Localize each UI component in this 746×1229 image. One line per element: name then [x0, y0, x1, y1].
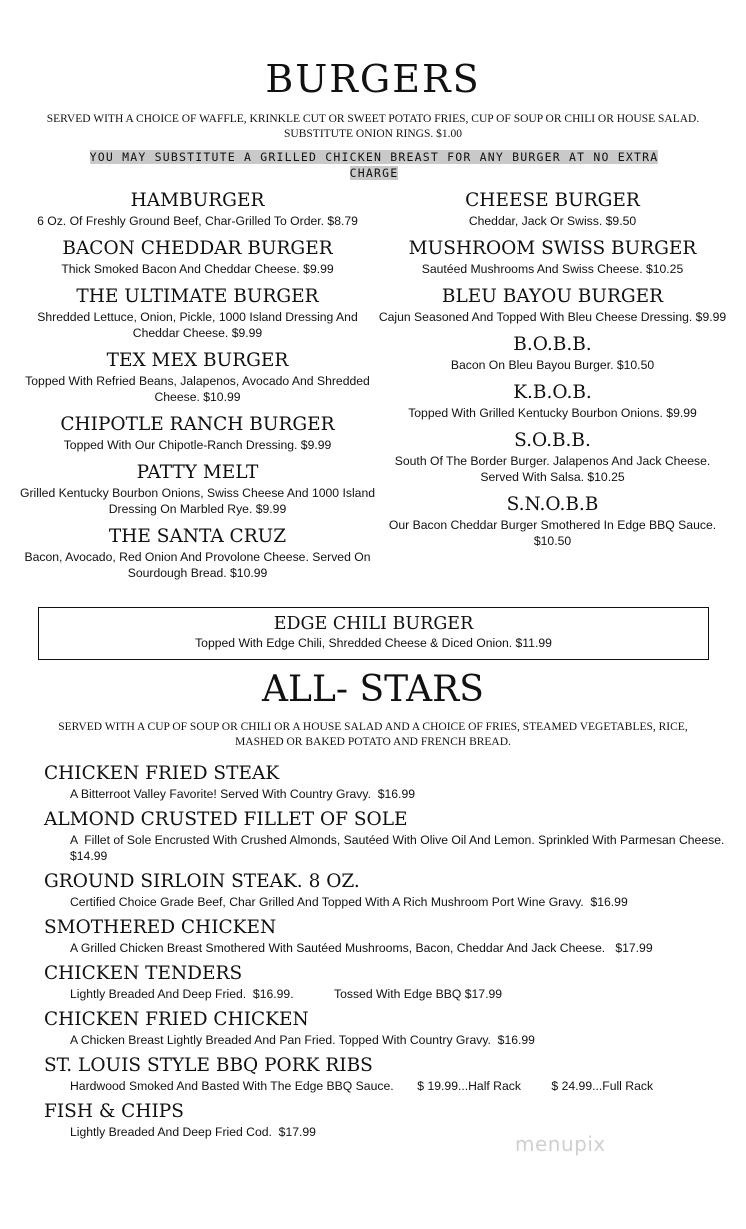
item-name: TEX MEX BURGER	[106, 350, 289, 371]
menu-item	[375, 428, 730, 485]
item-description: Grilled Kentucky Bourbon Onions, Swiss Cheese And 1000 Island Dressing On Marbled Rye. $9.99	[20, 486, 375, 516]
item-description: Sautéed Mushrooms And Swiss Cheese. $10.25	[421, 262, 684, 276]
item-name: GROUND SIRLOIN STEAK. 8 OZ.	[44, 871, 360, 892]
item-name: CHICKEN TENDERS	[44, 963, 243, 984]
item-description: A Bitterroot Valley Favorite! Served With Country Gravy. $16.99	[70, 787, 416, 801]
burgers-intro-text: SERVED WITH A CHOICE OF WAFFLE, KRINKLE CUT OR SWEET POTATO FRIES, CUP OF SOUP OR CHILI OR HOUSE SALAD. SUBSTITUTE ONION RINGS. $1.00	[46, 113, 700, 140]
item-description: South Of The Border Burger. Jalapenos And Jack Cheese. Served With Salsa. $10.25	[394, 454, 711, 484]
featured-item-name: EDGE CHILI BURGER	[273, 614, 474, 634]
substitute-note-text: YOU MAY SUBSTITUTE A GRILLED CHICKEN BREAST FOR ANY BURGER AT NO EXTRA CHARGE	[89, 150, 659, 180]
item-name: BACON CHEDDAR BURGER	[62, 238, 333, 259]
item-description: Thick Smoked Bacon And Cheddar Cheese. $9.99	[61, 262, 334, 276]
item-name: B.O.B.B.	[513, 334, 592, 355]
watermark: menupix	[515, 1132, 606, 1156]
substitute-note	[64, 149, 684, 181]
item-name: SMOTHERED CHICKEN	[44, 917, 277, 938]
item-description: A Grilled Chicken Breast Smothered With Sautéed Mushrooms, Bacon, Cheddar And Jack Cheese. $17.99	[70, 941, 653, 955]
allstars-section-title: ALL- STARS	[262, 669, 484, 710]
item-name: THE ULTIMATE BURGER	[76, 286, 319, 307]
item-name: S.N.O.B.B	[506, 494, 599, 515]
item-name: ALMOND CRUSTED FILLET OF SOLE	[44, 809, 408, 830]
menu-item	[375, 380, 730, 421]
burgers-left-column	[20, 188, 375, 588]
item-name: BLEU BAYOU BURGER	[441, 286, 664, 307]
item-name: CHICKEN FRIED CHICKEN	[44, 1009, 309, 1030]
item-description: A Chicken Breast Lightly Breaded And Pan Fried. Topped With Country Gravy. $16.99	[70, 1033, 535, 1047]
menu-item	[375, 492, 730, 549]
allstars-intro-text: SERVED WITH A CUP OF SOUP OR CHILI OR A HOUSE SALAD AND A CHOICE OF FRIES, STEAMED VEGETABLES, RICE, MASHED OR BAKED POTATO AND FRENCH BREAD.	[58, 721, 688, 748]
list-item	[44, 1007, 714, 1048]
list-item	[44, 1099, 714, 1140]
menu-item	[20, 348, 375, 405]
item-description: Bacon On Bleu Bayou Burger. $10.50	[450, 358, 655, 372]
item-description: 6 Oz. Of Freshly Ground Beef, Char-Grilled To Order. $8.79	[37, 214, 358, 228]
item-name: THE SANTA CRUZ	[108, 526, 287, 547]
menu-item	[375, 236, 730, 277]
menu-item	[375, 188, 730, 229]
item-name: CHICKEN FRIED STEAK	[44, 763, 280, 784]
list-item	[44, 1053, 714, 1094]
list-item	[44, 807, 725, 864]
item-description: Our Bacon Cheddar Burger Smothered In Edge BBQ Sauce. $10.50	[388, 518, 717, 548]
list-item	[44, 761, 714, 802]
menu-item	[20, 284, 375, 341]
item-description: Shredded Lettuce, Onion, Pickle, 1000 Island Dressing And Cheddar Cheese. $9.99	[37, 310, 358, 340]
burgers-right-column	[375, 188, 730, 556]
item-name: CHIPOTLE RANCH BURGER	[60, 414, 335, 435]
item-name: CHEESE BURGER	[465, 190, 640, 211]
item-description: Lightly Breaded And Deep Fried. $16.99. Tossed With Edge BBQ $17.99	[70, 987, 503, 1001]
item-description: Certified Choice Grade Beef, Char Grilled And Topped With A Rich Mushroom Port Wine Gravy. $16.99	[70, 895, 628, 909]
item-description: Bacon, Avocado, Red Onion And Provolone Cheese. Served On Sourdough Bread. $10.99	[24, 550, 371, 580]
item-description: Topped With Our Chipotle-Ranch Dressing. $9.99	[63, 438, 332, 452]
menu-item	[20, 188, 375, 229]
item-name: PATTY MELT	[136, 462, 259, 483]
item-description: Topped With Grilled Kentucky Bourbon Onions. $9.99	[408, 406, 697, 420]
item-name: K.B.O.B.	[513, 382, 592, 403]
burgers-section-title: BURGERS	[265, 57, 481, 101]
item-description: Cheddar, Jack Or Swiss. $9.50	[468, 214, 637, 228]
item-description: A Fillet of Sole Encrusted With Crushed Almonds, Sautéed With Olive Oil And Lemon. Sprinkled With Parmesan Cheese. $14.99	[70, 833, 725, 863]
item-description: Hardwood Smoked And Basted With The Edge BBQ Sauce. $ 19.99...Half Rack $ 24.99...Full Rack	[70, 1079, 654, 1093]
menu-item	[20, 412, 375, 453]
featured-item-box	[38, 607, 709, 660]
list-item	[44, 869, 714, 910]
menu-item	[20, 236, 375, 277]
list-item	[44, 915, 714, 956]
menu-item	[20, 524, 375, 581]
item-description: Cajun Seasoned And Topped With Bleu Cheese Dressing. $9.99	[378, 310, 727, 324]
featured-item-description: Topped With Edge Chili, Shredded Cheese & Diced Onion. $11.99	[195, 636, 552, 650]
allstars-list	[44, 761, 725, 1145]
menu-item	[375, 332, 730, 373]
item-description: Topped With Refried Beans, Jalapenos, Avocado And Shredded Cheese. $10.99	[25, 374, 370, 404]
menu-item	[375, 284, 730, 325]
item-name: HAMBURGER	[130, 190, 265, 211]
item-name: FISH & CHIPS	[44, 1101, 184, 1122]
item-name: S.O.B.B.	[514, 430, 591, 451]
item-name: ST. LOUIS STYLE BBQ PORK RIBS	[44, 1055, 373, 1076]
list-item	[44, 961, 714, 1002]
menu-item	[20, 460, 375, 517]
item-description: Lightly Breaded And Deep Fried Cod. $17.99	[70, 1125, 316, 1139]
item-name: MUSHROOM SWISS BURGER	[408, 238, 697, 259]
